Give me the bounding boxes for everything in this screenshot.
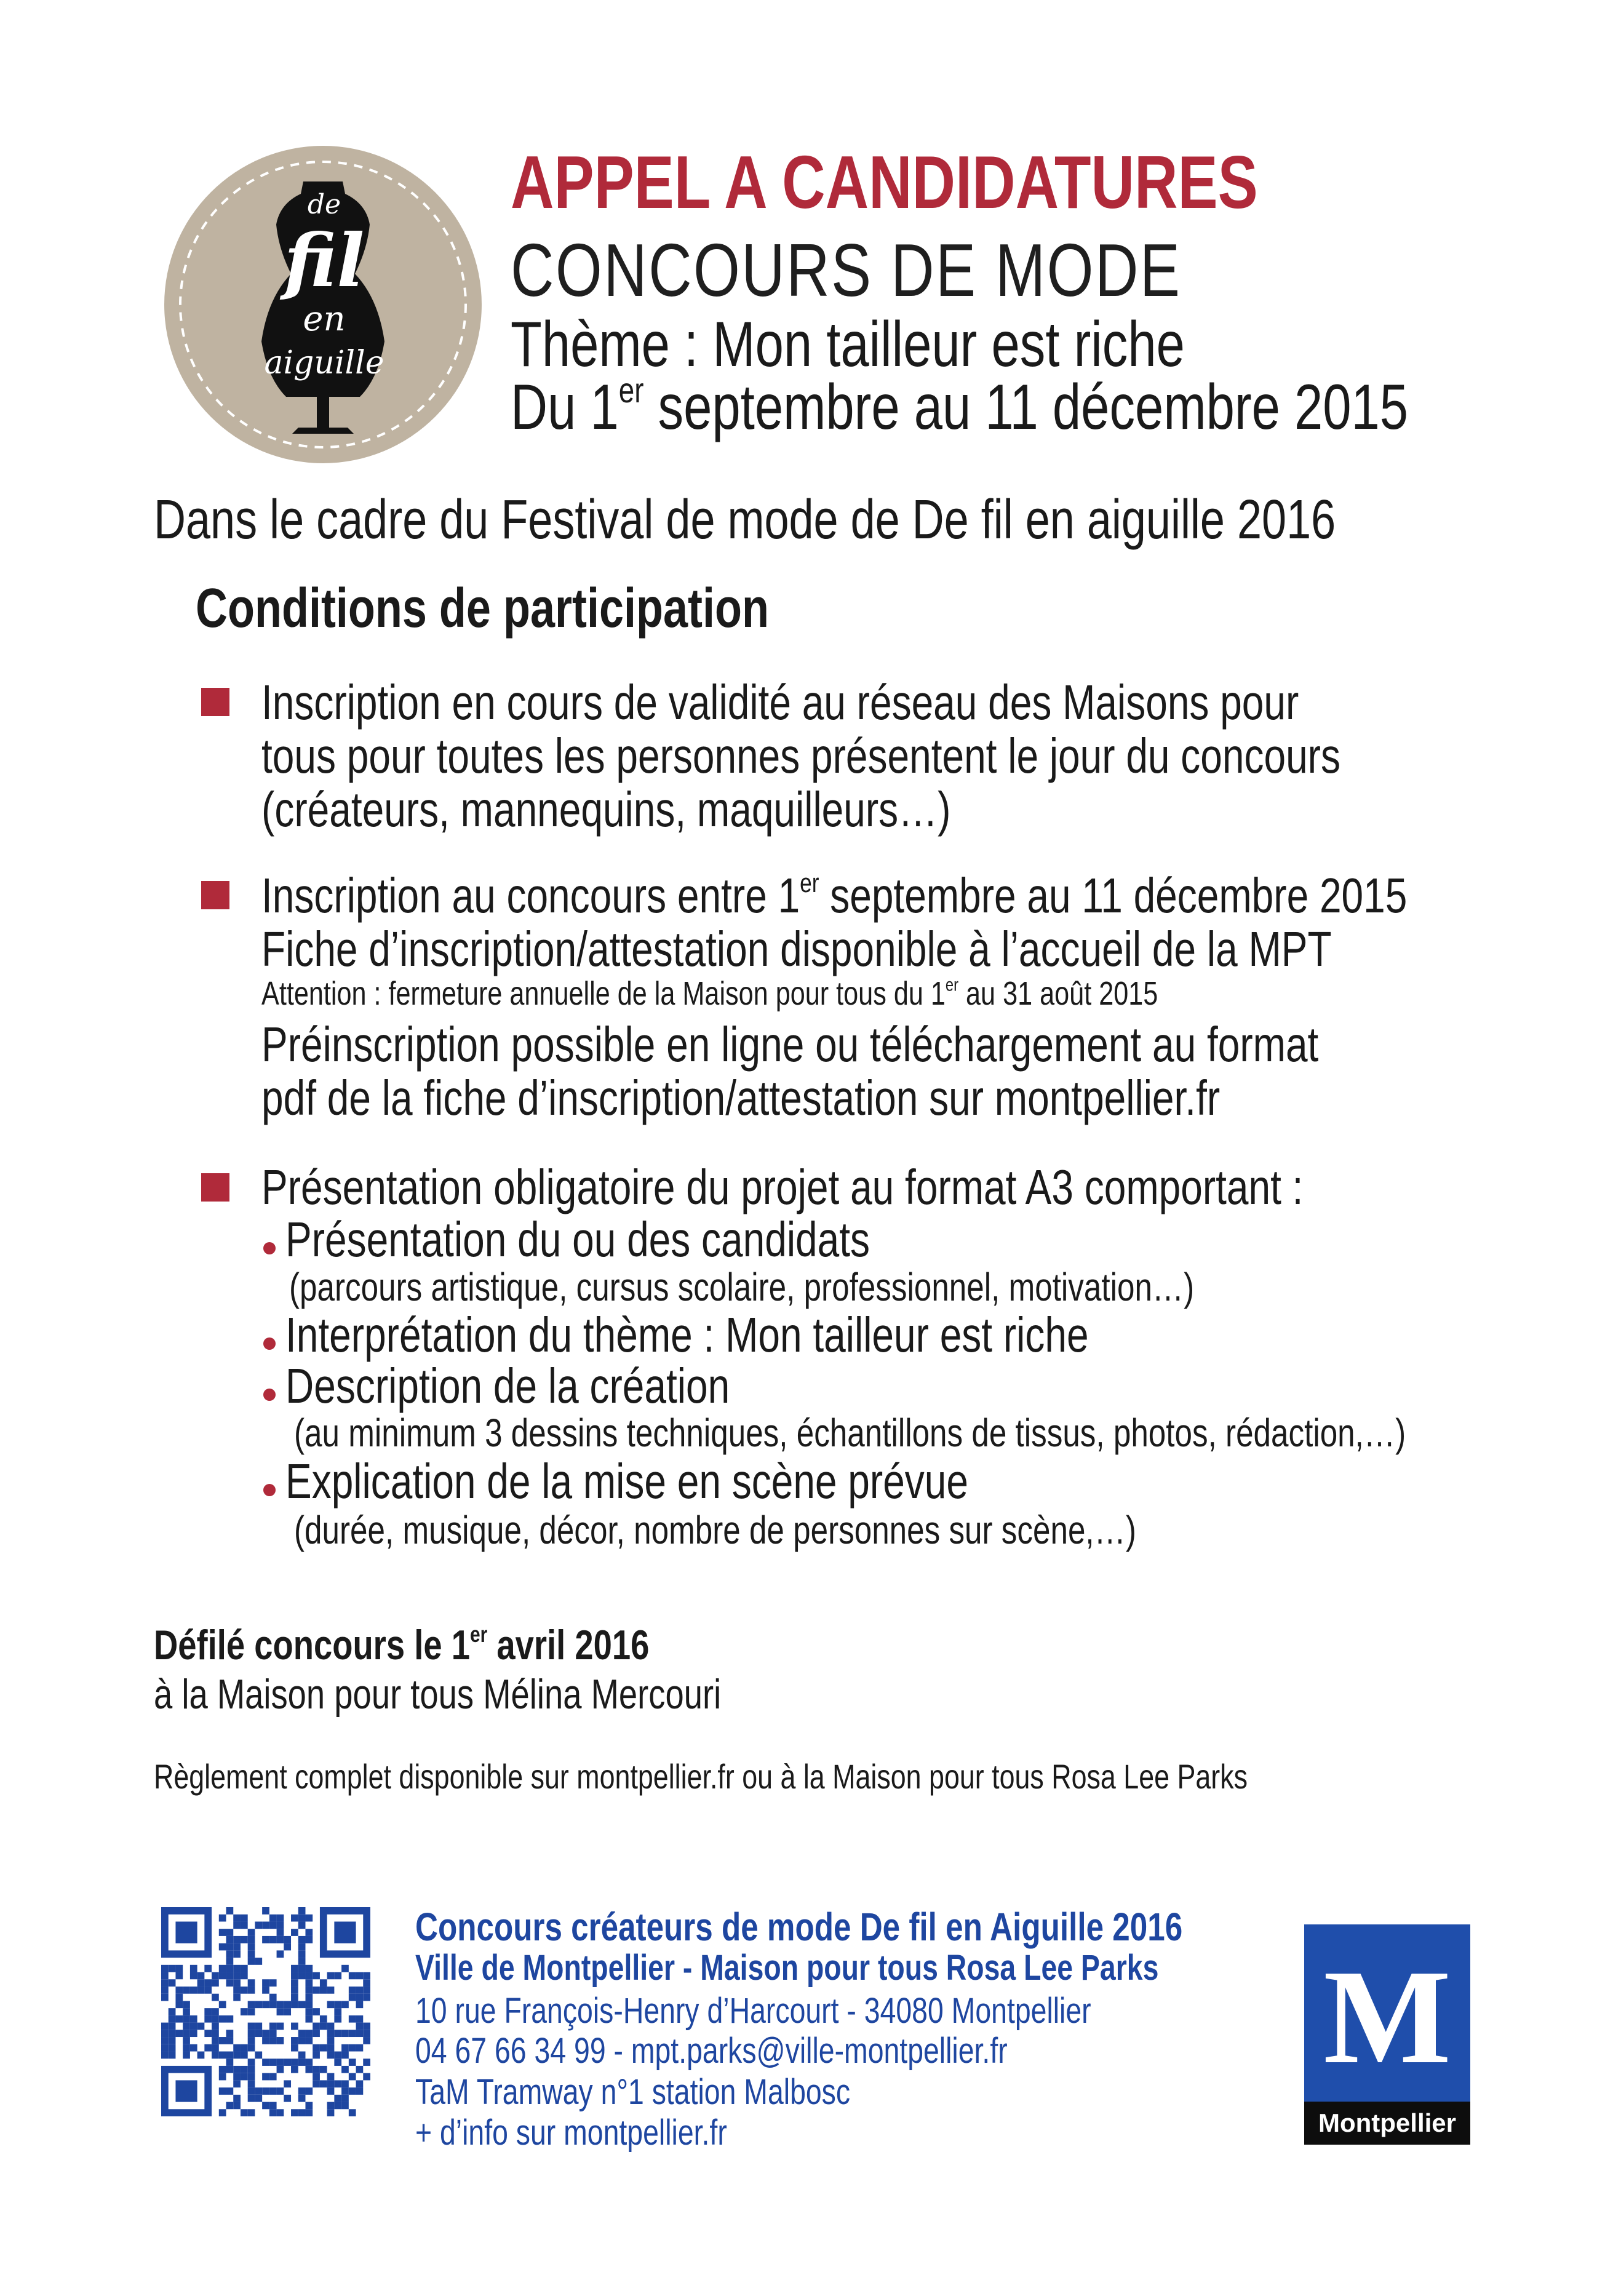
poster-title: APPEL A CANDIDATURES bbox=[511, 140, 1258, 224]
bullet-dot-icon bbox=[263, 1337, 276, 1350]
footer-address: 10 rue François-Henry d’Harcourt - 34080 Montpellier bbox=[415, 1991, 1091, 2031]
svg-text:de: de bbox=[307, 189, 341, 220]
dates-line: Du 1er septembre au 11 décembre 2015 bbox=[511, 371, 1409, 443]
footer-contact: 04 67 66 34 99 - mpt.parks@ville-montpellier.fr bbox=[415, 2031, 1008, 2071]
de-fil-en-aiguille-logo bbox=[163, 145, 483, 464]
intro-text: Dans le cadre du Festival de mode de De fil en aiguille 2016 bbox=[154, 489, 1336, 551]
condition-item-1: Inscription en cours de validité au réseau des Maisons pour tous pour toutes les personnes présentent le jour du concours (créateurs, mannequins, maquilleurs…) bbox=[261, 675, 1340, 837]
sub-bullet-4: Explication de la mise en scène prévue bbox=[263, 1457, 1139, 1506]
bullet-square-icon bbox=[201, 881, 229, 909]
footer-more-info: + d’info sur montpellier.fr bbox=[415, 2113, 727, 2153]
theme-line: Thème : Mon tailleur est riche bbox=[511, 309, 1185, 380]
footer-event-title: Concours créateurs de mode De fil en Aiguille 2016 bbox=[415, 1905, 1183, 1949]
footer-organizer: Ville de Montpellier - Maison pour tous Rosa Lee Parks bbox=[415, 1948, 1159, 1988]
sub-bullet-4-note: (durée, musique, décor, nombre de personnes sur scène,…) bbox=[294, 1508, 1136, 1552]
sub-bullet-1-note: (parcours artistique, cursus scolaire, professionnel, motivation…) bbox=[289, 1265, 1195, 1309]
qr-code[interactable] bbox=[161, 1907, 370, 2116]
montpellier-logo bbox=[1304, 1924, 1470, 2145]
montpellier-logo-letter: M bbox=[1323, 1942, 1451, 2092]
sub-bullet-1: Présentation du ou des candidats bbox=[263, 1215, 1016, 1264]
conditions-heading: Conditions de participation bbox=[196, 578, 769, 639]
condition-item-3: Présentation obligatoire du projet au format A3 comportant : bbox=[261, 1160, 1304, 1214]
poster-subtitle: CONCOURS DE MODE bbox=[511, 228, 1182, 312]
bullet-dot-icon bbox=[263, 1242, 276, 1254]
bullet-square-icon bbox=[201, 1173, 229, 1202]
condition-item-2: Inscription au concours entre 1er septembre au 11 décembre 2015 Fiche d’inscription/attestation disponible à l’accueil de la MPT Attention : fermeture annuelle de la Maison pour tous du 1er au 31 août 2015 Préinscription possible en ligne ou téléchargement au format pdf de la fiche d’inscription/attestation sur montpellier.fr bbox=[261, 868, 1408, 1125]
montpellier-logo-name: Montpellier bbox=[1318, 2108, 1456, 2137]
bullet-square-icon bbox=[201, 688, 229, 716]
reglement-text: Règlement complet disponible sur montpellier.fr ou à la Maison pour tous Rosa Lee Parks bbox=[154, 1757, 1248, 1796]
svg-text:fil: fil bbox=[284, 218, 365, 303]
svg-text:en: en bbox=[303, 299, 346, 339]
sub-bullet-3: Description de la création bbox=[263, 1361, 841, 1411]
sub-bullet-3-note: (au minimum 3 dessins techniques, échantillons de tissus, photos, rédaction,…) bbox=[294, 1411, 1406, 1455]
sub-bullet-2: Interprétation du thème : Mon tailleur est riche bbox=[263, 1310, 1289, 1360]
bullet-dot-icon bbox=[263, 1484, 276, 1496]
bullet-dot-icon bbox=[263, 1389, 276, 1401]
defile-title: Défilé concours le 1er avril 2016 bbox=[154, 1620, 650, 1668]
svg-text:aiguille: aiguille bbox=[264, 345, 384, 381]
defile-place: à la Maison pour tous Mélina Mercouri bbox=[154, 1671, 722, 1718]
footer-transport: TaM Tramway n°1 station Malbosc bbox=[415, 2072, 851, 2112]
